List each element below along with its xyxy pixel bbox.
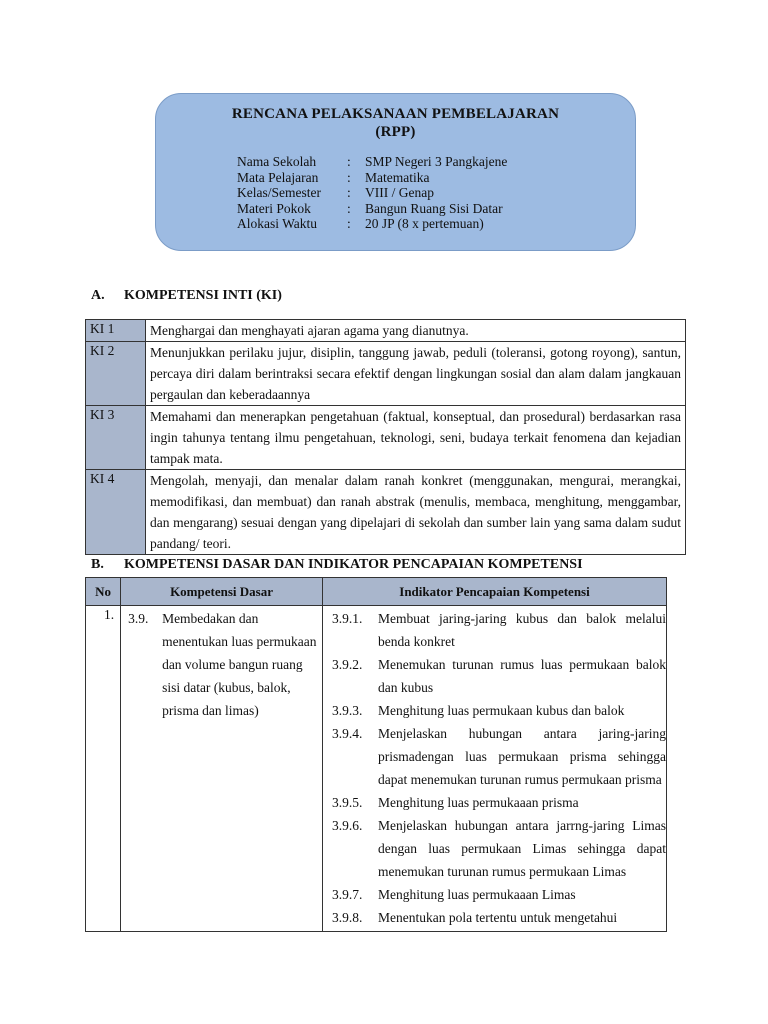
ki-text: Menunjukkan perilaku jujur, disiplin, tanggung jawab, peduli (toleransi, gotong royong), santun, percaya diri dalam berintraksi secara efektif dengan lingkungan sosial dan alam dalam jangkauan pergaulan dan keberadaannya bbox=[146, 342, 686, 406]
kd-text: Membedakan dan menentukan luas permukaan dan volume bangun ruang sisi datar (kubus, balok, prisma dan limas) bbox=[162, 611, 317, 718]
kd-table bbox=[85, 577, 667, 932]
ki-label: KI 4 bbox=[86, 470, 146, 555]
info-value: SMP Negeri 3 Pangkajene bbox=[365, 154, 508, 169]
ki-text: Memahami dan menerapkan pengetahuan (faktual, konseptual, dan prosedural) berdasarkan rasa ingin tahunya tentang ilmu pengetahuan, teknologi, seni, budaya terkait fenomena dan kejadian tampak mata. bbox=[146, 406, 686, 470]
info-key: Kelas/Semester bbox=[237, 185, 321, 200]
document-title: RENCANA PELAKSANAAN PEMBELAJARAN bbox=[231, 106, 560, 122]
info-row-time bbox=[237, 216, 507, 232]
info-value: 20 JP (8 x pertemuan) bbox=[365, 216, 484, 231]
indicator-number: 3.9.5. bbox=[332, 795, 363, 810]
indicator-item bbox=[323, 653, 666, 699]
header-ipk: Indikator Pencapaian Kompetensi bbox=[323, 578, 667, 606]
ki-row bbox=[86, 406, 686, 470]
indicator-text: Menghitung luas permukaaan Limas bbox=[378, 887, 576, 902]
info-table bbox=[237, 154, 507, 232]
ki-label: KI 3 bbox=[86, 406, 146, 470]
ki-text: Menghargai dan menghayati ajaran agama yang dianutnya. bbox=[146, 320, 686, 342]
section-a-heading bbox=[91, 288, 282, 304]
kd-row bbox=[86, 606, 667, 932]
document-subtitle: (RPP) bbox=[375, 124, 416, 140]
ki-label: KI 2 bbox=[86, 342, 146, 406]
ki-row bbox=[86, 342, 686, 406]
indicator-text: Menjelaskan hubungan antara jaring-jaring prismadengan luas permukaan prisma sehingga dapat menemukan turunan rumus permukaan prisma bbox=[378, 726, 666, 787]
kd-header-row bbox=[86, 578, 667, 606]
indicator-text: Menjelaskan hubungan antara jarrng-jaring Limas dengan luas permukaan Limas sehingga dapat menemukan turunan rumus permukaan Limas bbox=[378, 818, 666, 879]
section-b-heading bbox=[91, 557, 583, 573]
indicator-text: Menemukan turunan rumus luas permukaan balok dan kubus bbox=[378, 657, 666, 695]
kd-cell bbox=[121, 606, 323, 932]
info-colon: : bbox=[347, 185, 351, 200]
info-value: Bangun Ruang Sisi Datar bbox=[365, 200, 503, 216]
indicator-number: 3.9.3. bbox=[332, 703, 363, 718]
indicator-cell bbox=[323, 606, 667, 932]
indicator-text: Membuat jaring-jaring kubus dan balok melalui benda konkret bbox=[378, 611, 666, 649]
info-colon: : bbox=[347, 154, 351, 169]
indicator-item bbox=[323, 699, 666, 722]
indicator-item bbox=[323, 722, 666, 791]
section-title: KOMPETENSI INTI (KI) bbox=[124, 288, 282, 303]
ki-text: Mengolah, menyaji, dan menalar dalam ranah konkret (menggunakan, mengurai, merangkai, memodifikasi, dan membuat) dan ranah abstrak (menulis, membaca, menghitung, menggambar, dan mengarang) sesuai dengan yang dipelajari di sekolah dan sumber lain yang sama dalam sudut pandang/ teori. bbox=[146, 470, 686, 555]
indicator-item bbox=[323, 906, 666, 929]
section-title: KOMPETENSI DASAR DAN INDIKATOR PENCAPAIAN KOMPETENSI bbox=[124, 557, 583, 572]
header-kd: Kompetensi Dasar bbox=[121, 578, 323, 606]
indicator-item bbox=[323, 814, 666, 883]
ki-row bbox=[86, 470, 686, 555]
indicator-number: 3.9.1. bbox=[332, 611, 363, 626]
info-value: Matematika bbox=[365, 169, 430, 185]
indicator-text: Menentukan pola tertentu untuk mengetahui bbox=[378, 910, 618, 925]
rpp-header-box bbox=[155, 93, 636, 251]
info-row-school bbox=[237, 154, 507, 170]
indicator-item bbox=[323, 791, 666, 814]
ki-label: KI 1 bbox=[86, 320, 146, 342]
info-row-topic bbox=[237, 201, 507, 217]
indicator-item bbox=[323, 883, 666, 906]
ki-table bbox=[85, 319, 686, 555]
header-no: No bbox=[86, 578, 121, 606]
indicator-number: 3.9.2. bbox=[332, 657, 363, 672]
ki-row bbox=[86, 320, 686, 342]
kd-number: 3.9. bbox=[128, 611, 149, 626]
info-value: VIII / Genap bbox=[365, 185, 434, 200]
info-row-subject bbox=[237, 170, 507, 186]
info-colon: : bbox=[347, 200, 351, 216]
info-key: Nama Sekolah bbox=[237, 154, 317, 169]
info-colon: : bbox=[347, 216, 351, 231]
indicator-number: 3.9.8. bbox=[332, 910, 363, 925]
info-key: Mata Pelajaran bbox=[237, 169, 319, 185]
indicator-text: Menghitung luas permukaaan prisma bbox=[378, 795, 579, 810]
section-letter: B. bbox=[91, 557, 104, 572]
section-letter: A. bbox=[91, 288, 105, 303]
info-key: Alokasi Waktu bbox=[237, 216, 318, 231]
info-key: Materi Pokok bbox=[237, 200, 311, 216]
indicator-text: Menghitung luas permukaan kubus dan balok bbox=[378, 703, 625, 718]
row-number: 1. bbox=[86, 606, 121, 932]
indicator-number: 3.9.4. bbox=[332, 726, 363, 741]
info-colon: : bbox=[347, 169, 351, 185]
info-row-class bbox=[237, 185, 507, 201]
indicator-item bbox=[323, 607, 666, 653]
indicator-number: 3.9.7. bbox=[332, 887, 363, 902]
indicator-number: 3.9.6. bbox=[332, 818, 363, 833]
